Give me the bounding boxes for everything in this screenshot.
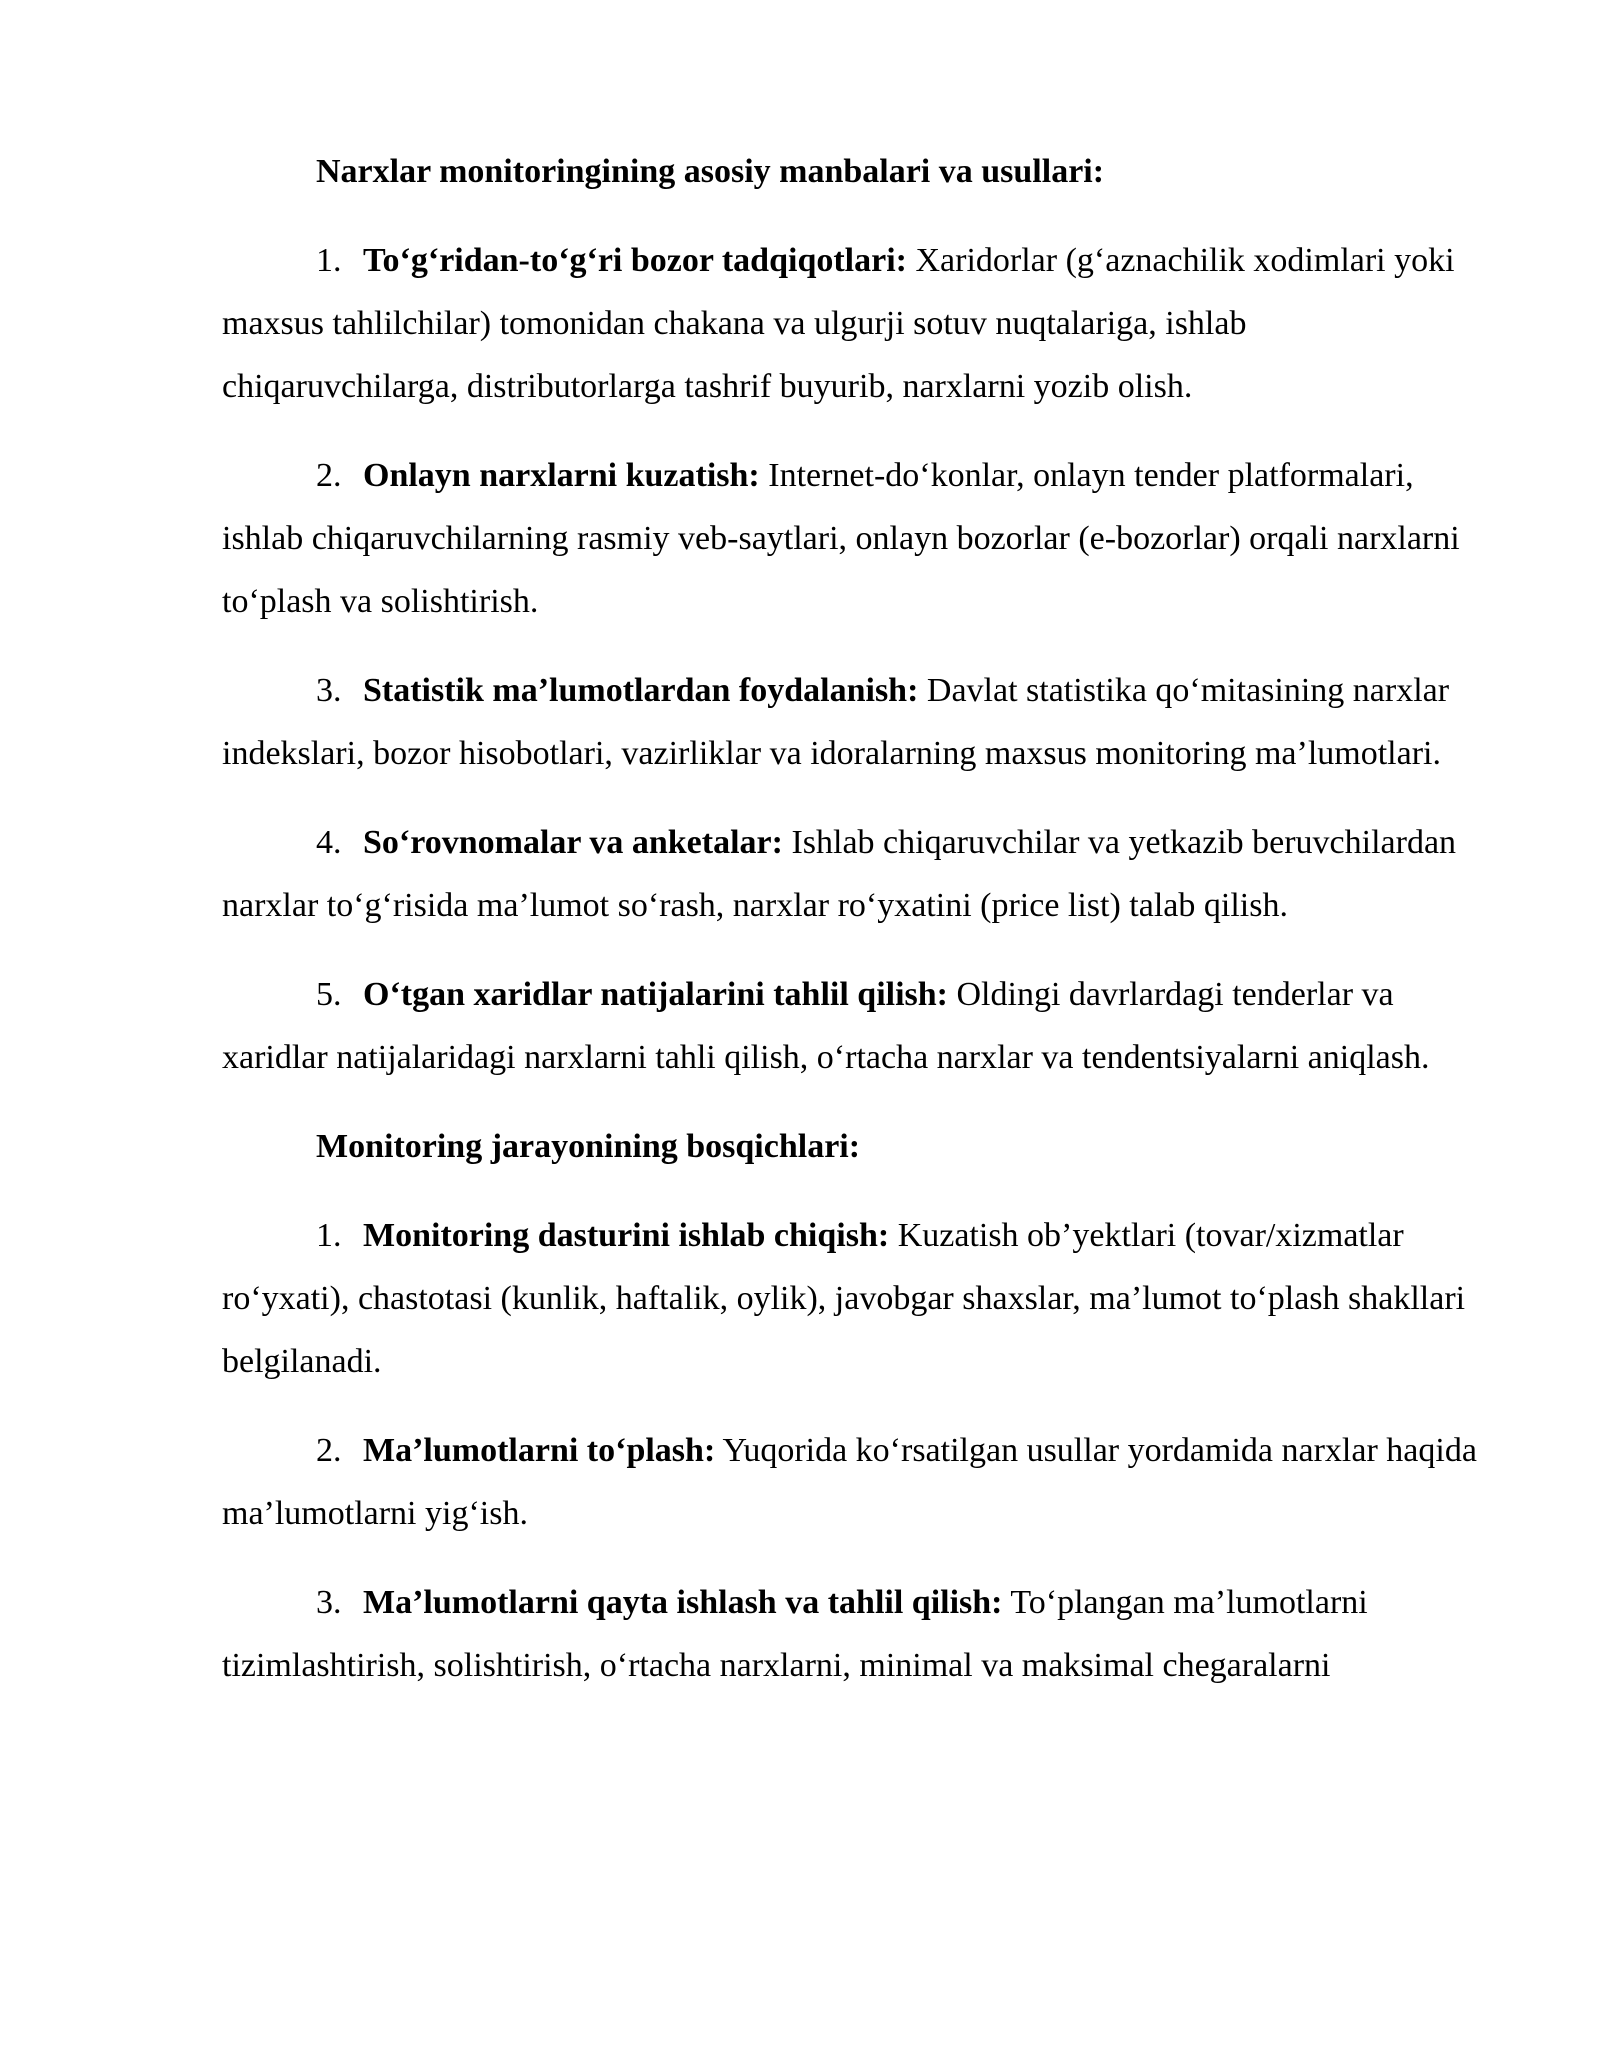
list-item xyxy=(222,963,1490,1089)
list-item-term: So‘rovnomalar va anketalar: xyxy=(363,824,783,861)
list-item-text: Kuzatish ob’yektlari (tovar/xizmatlar ro‘yxati), chastotasi (kunlik, haftalik, oylik), javobgar shaxslar, ma’lumot to‘plash shakllari belgilanadi. xyxy=(222,1217,1466,1380)
list-item xyxy=(222,1419,1490,1545)
list-item-number: 4. xyxy=(316,824,342,861)
list-item-number: 3. xyxy=(316,1584,342,1621)
list-item-number: 5. xyxy=(316,976,342,1013)
list-item-text: Ishlab chiqaruvchilar va yetkazib beruvchilardan narxlar to‘g‘risida ma’lumot so‘rash, narxlar ro‘yxatini (price list) talab qilish. xyxy=(222,824,1457,924)
list-item-text: Oldingi davrlardagi tenderlar va xaridlar natijalaridagi narxlarni tahli qilish, o‘rtacha narxlar va tendentsiyalarni aniqlash. xyxy=(222,976,1430,1076)
list-item-term: Ma’lumotlarni qayta ishlash va tahlil qilish: xyxy=(363,1584,1003,1621)
list-item-number: 3. xyxy=(316,672,342,709)
list-item-number: 2. xyxy=(316,457,342,494)
list-item-term: To‘g‘ridan-to‘g‘ri bozor tadqiqotlari: xyxy=(363,242,907,279)
list-item xyxy=(222,229,1490,418)
list-item-term: Statistik ma’lumotlardan foydalanish: xyxy=(363,672,919,709)
list-item xyxy=(222,659,1490,785)
list-item-number: 2. xyxy=(316,1432,342,1469)
list-item-text: To‘plangan ma’lumotlarni tizimlashtirish, solishtirish, o‘rtacha narxlarni, minimal va maksimal chegaralarni xyxy=(222,1584,1368,1684)
section-heading-sources: Narxlar monitoringining asosiy manbalari va usullari: xyxy=(316,153,1105,190)
list-item-number: 1. xyxy=(316,1217,342,1254)
list-item-number: 1. xyxy=(316,242,342,279)
list-item xyxy=(222,811,1490,937)
list-item-term: Onlayn narxlarni kuzatish: xyxy=(363,457,760,494)
list-item-text: Xaridorlar (g‘aznachilik xodimlari yoki maxsus tahlilchilar) tomonidan chakana va ulgurji sotuv nuqtalariga, ishlab chiqaruvchilarga, distributorlarga tashrif buyurib, narxlarni yozib olish. xyxy=(222,242,1455,405)
list-item-text: Yuqorida ko‘rsatilgan usullar yordamida narxlar haqida ma’lumotlarni yig‘ish. xyxy=(222,1432,1477,1532)
document-body xyxy=(222,140,1490,1723)
list-item xyxy=(222,1571,1490,1697)
list-item-text: Internet-do‘konlar, onlayn tender platformalari, ishlab chiqaruvchilarning rasmiy veb-saytlari, onlayn bozorlar (e-bozorlar) orqali narxlarni to‘plash va solishtirish. xyxy=(222,457,1460,620)
list-item xyxy=(222,444,1490,633)
list-item-term: Monitoring dasturini ishlab chiqish: xyxy=(363,1217,890,1254)
list-item-text: Davlat statistika qo‘mitasining narxlar indekslari, bozor hisobotlari, vazirliklar va idoralarning maxsus monitoring ma’lumotlari. xyxy=(222,672,1450,772)
list-item xyxy=(222,1204,1490,1393)
list-item-term: O‘tgan xaridlar natijalarini tahlil qilish: xyxy=(363,976,948,1013)
list-item-term: Ma’lumotlarni to‘plash: xyxy=(363,1432,716,1469)
section-heading-stages: Monitoring jarayonining bosqichlari: xyxy=(316,1128,861,1165)
